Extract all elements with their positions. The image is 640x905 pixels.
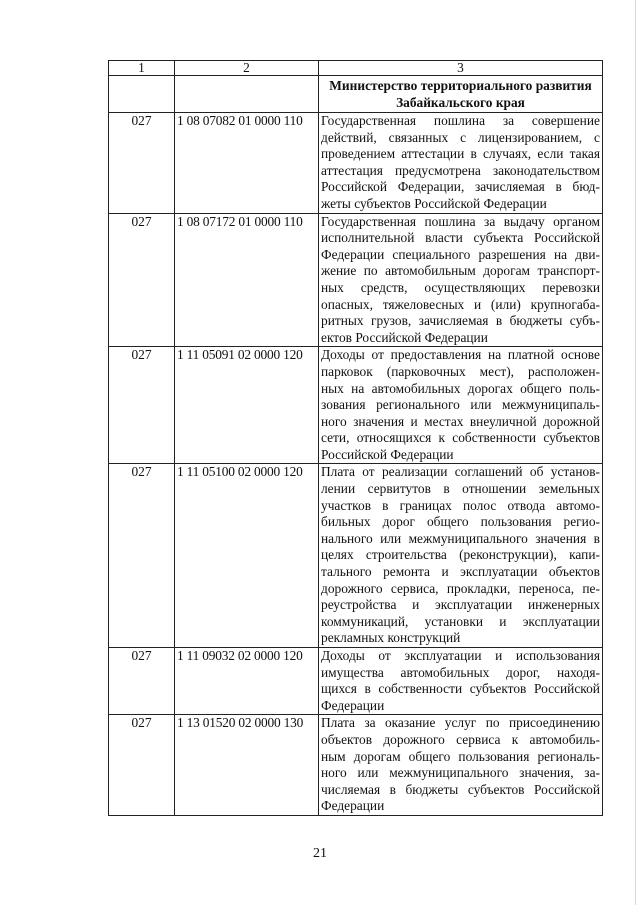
description-line: Федерации: [321, 697, 385, 713]
description-line: нального или межмуниципального значения в: [321, 530, 600, 546]
description-line: опасных, тяжеловесных и (или) крупногаба-: [321, 296, 600, 312]
ministry-code-cell: [175, 76, 319, 113]
description-line: Российской Федерации: [321, 446, 454, 462]
description-line: зования регионального или межмуниципаль-: [321, 397, 600, 413]
description-cell: [319, 347, 603, 464]
description-line: Плата за оказание услуг по присоединению: [321, 715, 600, 731]
description-line: бильных дорог общего пользования регио-: [321, 514, 600, 530]
description-line: Доходы от предоставления на платной основе: [321, 347, 600, 363]
table-body: [109, 61, 603, 816]
description-line: лении сервитутов в отношении земельных: [321, 481, 600, 497]
description-line: исполнительной власти субъекта Российской: [321, 230, 600, 246]
description-line: ектов Российской Федерации: [321, 329, 488, 345]
description-line: Федерации специального разрешения на дви-: [321, 246, 600, 262]
description-line: ных на автомобильных дорогах общего поль-: [321, 380, 600, 396]
admin-code-cell: 027: [109, 648, 175, 715]
description-line: жеты субъектов Российской Федерации: [321, 195, 547, 211]
description-line: Федерации: [321, 798, 385, 814]
admin-code-cell: 027: [109, 347, 175, 464]
table-row: [109, 648, 603, 715]
description-line: Государственная пошлина за выдачу органом: [321, 213, 600, 229]
column-header-2: 2: [175, 61, 319, 76]
description-line: ным дорогам общего пользования региональ-: [321, 748, 600, 764]
ministry-admin-cell: [109, 76, 175, 113]
description-line: аттестация предусмотрена законодательством: [321, 162, 600, 178]
description-cell: [319, 213, 603, 347]
table-row: [109, 113, 603, 214]
description-line: дорожного сервиса, прокладки, переноса, пе-: [321, 580, 600, 596]
description-line: целях строительства (реконструкции), капи-: [321, 547, 600, 563]
budget-code-cell: 1 11 09032 02 0000 120: [175, 648, 319, 715]
ministry-row: [109, 76, 603, 113]
description-line: Доходы от эксплуатации и использования: [321, 648, 600, 663]
description-line: коммуникаций, установки и эксплуатации: [321, 613, 600, 629]
table-row: [109, 464, 603, 648]
admin-code-cell: 027: [109, 715, 175, 816]
revenue-codes-table: [108, 60, 603, 816]
table-row: [109, 213, 603, 347]
description-line: реустройства и эксплуатации инженерных: [321, 597, 600, 613]
description-line: сети, относящихся к собственности субъектов: [321, 430, 600, 446]
description-cell: [319, 113, 603, 214]
description-line: объектов дорожного сервиса к автомобиль-: [321, 731, 600, 747]
description-cell: [319, 648, 603, 715]
description-line: проведением аттестации в случаях, если такая: [321, 146, 600, 162]
page-number: 21: [313, 846, 327, 861]
budget-code-cell: 1 13 01520 02 0000 130: [175, 715, 319, 816]
ministry-title-line1: Министерство территориального развития: [329, 78, 592, 93]
description-line: парковок (парковочных мест), расположен-: [321, 363, 600, 379]
admin-code-cell: 027: [109, 113, 175, 214]
description-line: ного значения и местах внеуличной дорожной: [321, 413, 600, 429]
ministry-title-line2: Забайкальского края: [396, 95, 525, 110]
admin-code-cell: 027: [109, 464, 175, 648]
description-line: ных средств, осуществляющих перевозки: [321, 279, 600, 295]
description-line: щихся в собственности субъектов Российской: [321, 681, 600, 697]
budget-code-cell: 1 08 07082 01 0000 110: [175, 113, 319, 214]
header-row: [109, 61, 603, 76]
table-row: [109, 347, 603, 464]
column-header-3: 3: [319, 61, 603, 76]
description-line: числяемая в бюджеты субъектов Российской: [321, 781, 600, 797]
description-line: ного или межмуниципального значения, за-: [321, 765, 600, 781]
budget-code-cell: 1 08 07172 01 0000 110: [175, 213, 319, 347]
description-line: участков в границах полос отвода автомо-: [321, 497, 600, 513]
column-header-1: 1: [109, 61, 175, 76]
description-cell: [319, 715, 603, 816]
description-line: действий, связанных с лицензированием, с: [321, 129, 600, 145]
description-line: имущества автомобильных дорог, находя-: [321, 664, 600, 680]
description-line: Государственная пошлина за совершение: [321, 113, 600, 128]
table-row: [109, 715, 603, 816]
description-line: Российской Федерации, зачисляемая в бюд-: [321, 179, 600, 195]
admin-code-cell: 027: [109, 213, 175, 347]
description-line: рекламных конструкций: [321, 630, 461, 646]
description-cell: [319, 464, 603, 648]
budget-code-cell: 1 11 05091 02 0000 120: [175, 347, 319, 464]
description-line: жение по автомобильным дорогам транспорт-: [321, 263, 600, 279]
description-line: ритных грузов, зачисляемая в бюджеты субъ-: [321, 313, 600, 329]
page-edge-line: [635, 0, 636, 905]
ministry-title: [319, 76, 603, 113]
budget-code-cell: 1 11 05100 02 0000 120: [175, 464, 319, 648]
description-line: Плата от реализации соглашений об установ-: [321, 464, 600, 480]
description-line: тального ремонта и эксплуатации объектов: [321, 564, 600, 580]
